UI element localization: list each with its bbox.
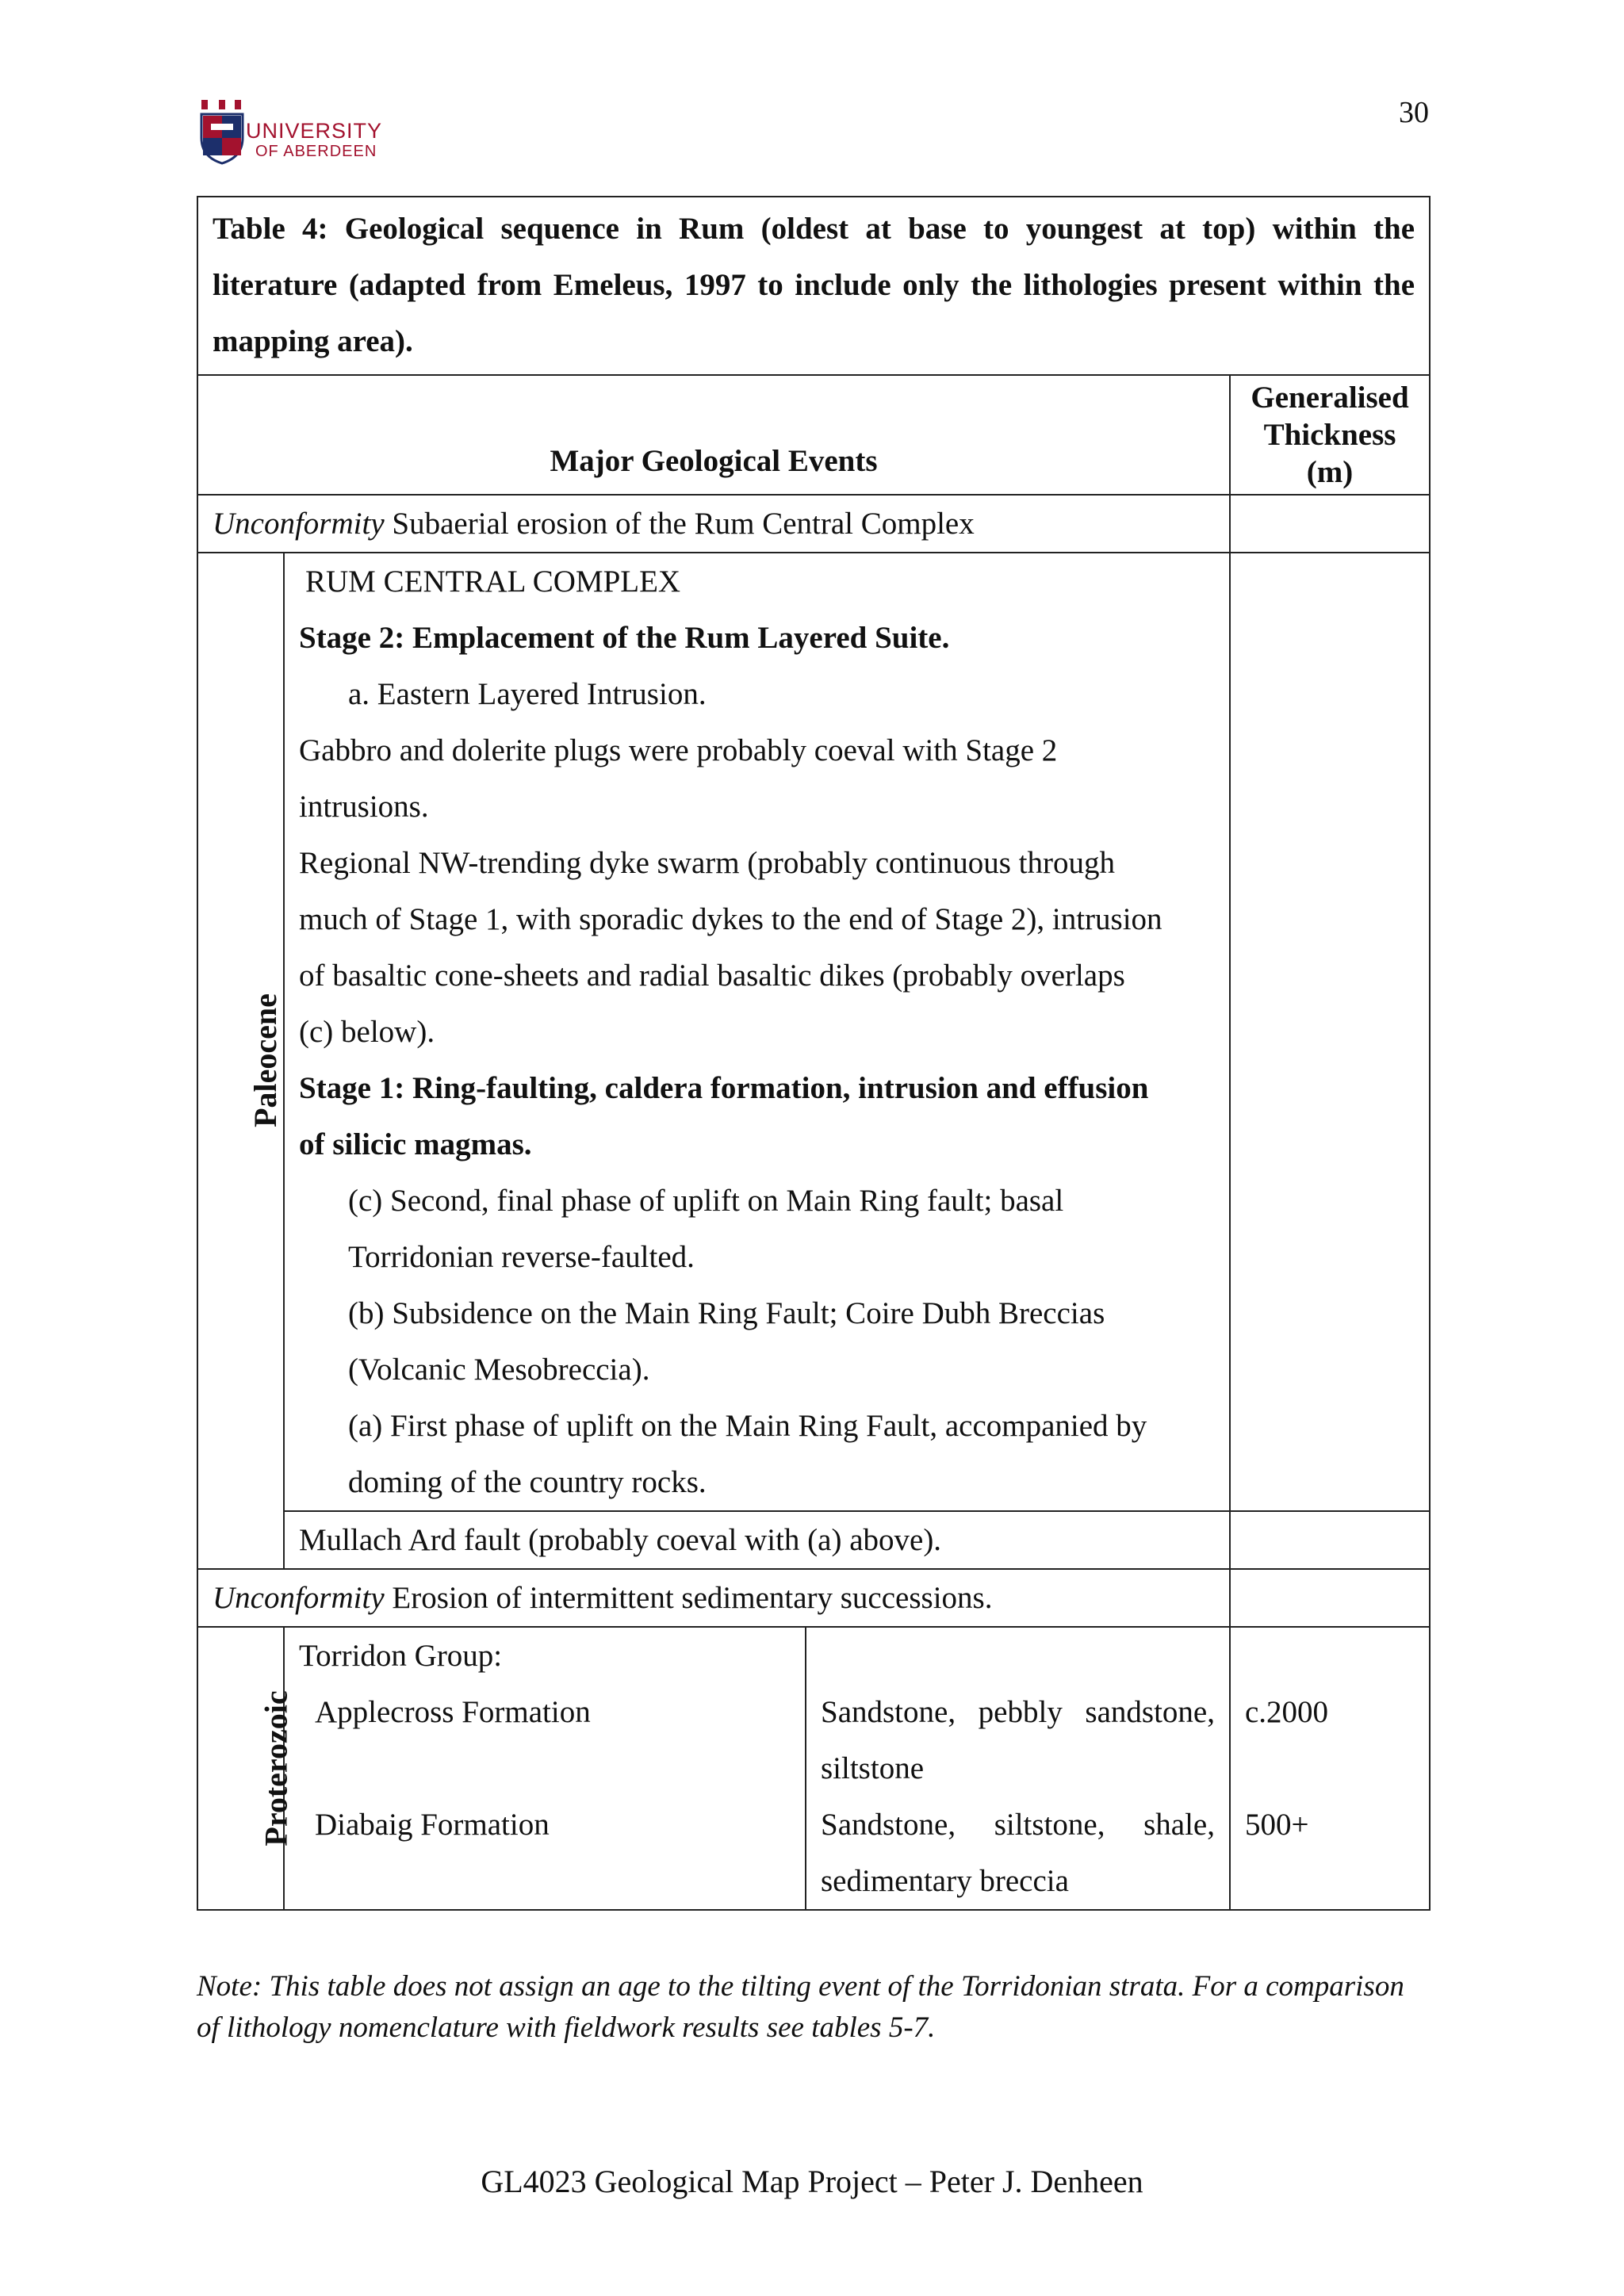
stage-1a-text: doming of the country rocks. — [348, 1465, 707, 1499]
university-logo — [200, 98, 390, 166]
logo-text-university: UNIVERSITY — [246, 119, 383, 143]
dyke-text: much of Stage 1, with sporadic dykes to the end of Stage 2), intrusion — [299, 902, 1162, 936]
thickness-header-line: Thickness — [1263, 418, 1396, 452]
thickness-cell — [1230, 1569, 1430, 1627]
lithology-text: Sandstone, siltstone, shale, sedimentary breccia — [821, 1808, 1215, 1898]
unconformity-label: Unconformity — [213, 1581, 385, 1615]
thickness-cell — [1230, 1511, 1430, 1569]
stage-1c-text: (c) Second, final phase of uplift on Main Ring fault; basal — [348, 1184, 1064, 1218]
era-paleocene — [197, 553, 284, 1569]
table-caption: Table 4: Geological sequence in Rum (oldest at base to youngest at top) within the literature (adapted from Emeleus, 1997 to include only the lithologies present within the mapping area). — [197, 197, 1430, 375]
unconformity-text: Erosion of intermittent sedimentary successions. — [384, 1581, 993, 1615]
mullach-fault-text: Mullach Ard fault (probably coeval with (a) above). — [284, 1511, 1230, 1569]
stage-1-heading: of silicic magmas. — [299, 1127, 532, 1161]
table-row — [197, 1569, 1430, 1627]
dyke-text: Regional NW-trending dyke swarm (probably continuous through — [299, 846, 1115, 880]
stage-1-heading: Stage 1: Ring-faulting, caldera formation, intrusion and effusion — [299, 1071, 1149, 1105]
dyke-text: (c) below). — [299, 1015, 435, 1049]
unconformity-text: Subaerial erosion of the Rum Central Complex — [384, 507, 975, 541]
stage-1c-text: Torridonian reverse-faulted. — [348, 1240, 695, 1274]
unconformity-row — [197, 495, 1230, 553]
thickness-cell — [1230, 1627, 1430, 1910]
stage-2-heading: Stage 2: Emplacement of the Rum Layered Suite. — [299, 621, 950, 655]
unconformity-row — [197, 1569, 1230, 1627]
column-header-thickness — [1230, 375, 1430, 495]
table-row — [197, 1627, 1430, 1910]
gabbro-text: Gabbro and dolerite plugs were probably coeval with Stage 2 — [299, 733, 1058, 767]
table-note: Note: This table does not assign an age to the tilting event of the Torridonian strata. For a comparison of lithology nomenclature with fieldwork results see tables 5-7. — [197, 1970, 1404, 2044]
column-header-events: Major Geological Events — [197, 375, 1230, 495]
geological-sequence-table — [197, 196, 1431, 1911]
gabbro-text: intrusions. — [299, 790, 429, 824]
era-proterozoic — [197, 1627, 294, 1910]
stage-2a-text: a. Eastern Layered Intrusion. — [348, 677, 707, 711]
group-name: Torridon Group: — [299, 1639, 503, 1673]
dyke-text: of basaltic cone-sheets and radial basaltic dikes (probably overlaps — [299, 959, 1125, 993]
paleocene-events-cell — [284, 553, 1230, 1511]
logo-text-aberdeen: OF ABERDEEN — [255, 143, 377, 160]
thickness-header-line: (m) — [1306, 455, 1354, 489]
formation-names-cell — [284, 1627, 806, 1910]
complex-title: RUM CENTRAL COMPLEX — [305, 564, 681, 599]
table-row — [197, 1511, 1430, 1569]
table-row — [197, 553, 1430, 1511]
table-row — [197, 495, 1430, 553]
formation-name: Applecross Formation — [315, 1695, 591, 1729]
formation-name: Diabaig Formation — [315, 1808, 550, 1842]
thickness-value: 500+ — [1245, 1808, 1309, 1842]
page-footer: GL4023 Geological Map Project – Peter J. Denheen — [481, 2164, 1143, 2199]
page-number: 30 — [1399, 96, 1429, 129]
crest-icon — [200, 98, 244, 165]
thickness-header-line: Generalised — [1251, 381, 1409, 415]
era-label: Proterozoic — [258, 1689, 294, 1846]
thickness-value: c.2000 — [1245, 1695, 1329, 1729]
stage-1b-text: (Volcanic Mesobreccia). — [348, 1353, 650, 1387]
lithology-cell — [806, 1627, 1230, 1910]
stage-1b-text: (b) Subsidence on the Main Ring Fault; Coire Dubh Breccias — [348, 1296, 1105, 1330]
unconformity-label: Unconformity — [213, 507, 385, 541]
thickness-cell — [1230, 495, 1430, 553]
lithology-text: Sandstone, pebbly sandstone, siltstone — [821, 1695, 1215, 1785]
thickness-cell — [1230, 553, 1430, 1511]
stage-1a-text: (a) First phase of uplift on the Main Ring Fault, accompanied by — [348, 1409, 1147, 1443]
era-label: Paleocene — [247, 993, 283, 1127]
